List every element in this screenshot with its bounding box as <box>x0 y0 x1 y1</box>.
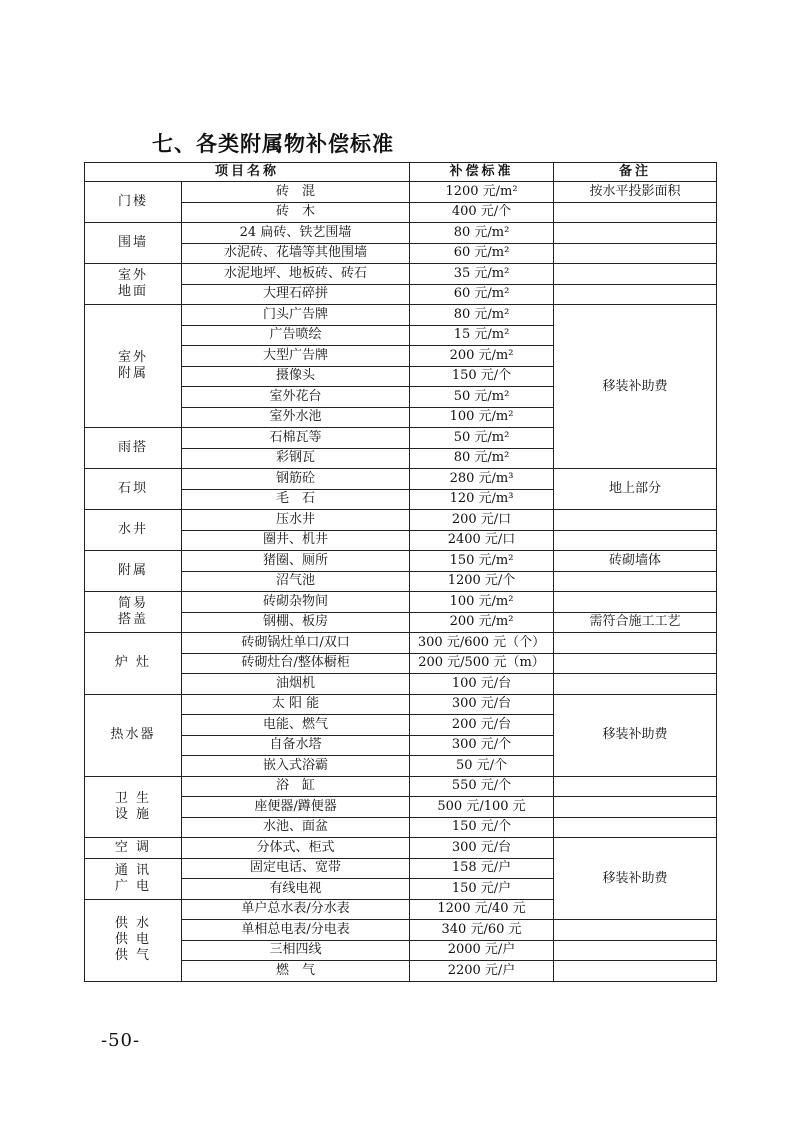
table-row <box>85 592 717 613</box>
item-cell: 太 阳 能 <box>182 694 410 715</box>
item-cell: 水池、面盆 <box>182 817 410 838</box>
standard-cell: 80 元/m² <box>410 305 554 326</box>
note-cell <box>554 817 717 838</box>
table-row <box>85 223 717 244</box>
note-cell <box>554 202 717 223</box>
note-cell <box>554 264 717 285</box>
item-cell: 水泥砖、花墙等其他围墙 <box>182 243 410 264</box>
category-cell: 室外 附属 <box>85 305 182 428</box>
item-cell: 砖砌锅灶单口/双口 <box>182 633 410 654</box>
item-cell: 大型广告牌 <box>182 346 410 367</box>
item-cell: 三相四线 <box>182 940 410 961</box>
compensation-table <box>84 162 717 982</box>
standard-cell: 2200 元/户 <box>410 961 554 982</box>
item-cell: 猪圈、厕所 <box>182 551 410 572</box>
standard-cell: 50 元/个 <box>410 756 554 777</box>
note-cell: 移装补助费 <box>554 305 717 469</box>
standard-cell: 60 元/m² <box>410 284 554 305</box>
standard-cell: 300 元/台 <box>410 838 554 859</box>
standard-cell: 2000 元/户 <box>410 940 554 961</box>
note-cell <box>554 530 717 551</box>
category-cell: 卫 生 设 施 <box>85 776 182 838</box>
item-cell: 座便器/蹲便器 <box>182 797 410 818</box>
standard-cell: 300 元/台 <box>410 694 554 715</box>
standard-cell: 200 元/m² <box>410 612 554 633</box>
item-cell: 油烟机 <box>182 674 410 695</box>
standard-cell: 50 元/m² <box>410 387 554 408</box>
category-cell: 空 调 <box>85 838 182 859</box>
item-cell: 钢棚、板房 <box>182 612 410 633</box>
standard-cell: 340 元/60 元 <box>410 920 554 941</box>
item-cell: 有线电视 <box>182 879 410 900</box>
standard-cell: 200 元/台 <box>410 715 554 736</box>
category-cell: 热水器 <box>85 694 182 776</box>
note-cell <box>554 284 717 305</box>
item-cell: 24 扁砖、铁艺围墙 <box>182 223 410 244</box>
standard-cell: 120 元/m³ <box>410 489 554 510</box>
item-cell: 砖 木 <box>182 202 410 223</box>
item-cell: 浴 缸 <box>182 776 410 797</box>
item-cell: 自备水塔 <box>182 735 410 756</box>
table-row <box>85 305 717 326</box>
standard-cell: 158 元/户 <box>410 858 554 879</box>
note-cell <box>554 797 717 818</box>
item-cell: 压水井 <box>182 510 410 531</box>
table-header-row <box>85 163 717 182</box>
category-cell: 供 水 供 电 供 气 <box>85 899 182 981</box>
note-cell <box>554 223 717 244</box>
note-cell <box>554 571 717 592</box>
header-standard: 补偿标准 <box>410 163 554 182</box>
category-cell: 室外 地面 <box>85 264 182 305</box>
standard-cell: 300 元/个 <box>410 735 554 756</box>
category-cell: 简易 搭盖 <box>85 592 182 633</box>
standard-cell: 500 元/100 元 <box>410 797 554 818</box>
category-cell: 水井 <box>85 510 182 551</box>
note-cell <box>554 961 717 982</box>
note-cell <box>554 243 717 264</box>
note-cell <box>554 592 717 613</box>
item-cell: 砖砌灶台/整体橱柜 <box>182 653 410 674</box>
item-cell: 水泥地坪、地板砖、砖石 <box>182 264 410 285</box>
standard-cell: 200 元/m² <box>410 346 554 367</box>
standard-cell: 300 元/600 元（个） <box>410 633 554 654</box>
table-body <box>85 182 717 982</box>
item-cell: 摄像头 <box>182 366 410 387</box>
standard-cell: 400 元/个 <box>410 202 554 223</box>
note-cell <box>554 510 717 531</box>
item-cell: 沼气池 <box>182 571 410 592</box>
item-cell: 钢筋砼 <box>182 469 410 490</box>
note-cell <box>554 920 717 941</box>
category-cell: 雨搭 <box>85 428 182 469</box>
standard-cell: 150 元/m² <box>410 551 554 572</box>
category-cell: 通 讯 广 电 <box>85 858 182 899</box>
page-number: -50- <box>101 1030 141 1051</box>
standard-cell: 2400 元/口 <box>410 530 554 551</box>
standard-cell: 100 元/m² <box>410 407 554 428</box>
category-cell: 围墙 <box>85 223 182 264</box>
item-cell: 门头广告牌 <box>182 305 410 326</box>
note-cell <box>554 940 717 961</box>
note-cell: 移装补助费 <box>554 838 717 920</box>
category-cell: 炉 灶 <box>85 633 182 695</box>
standard-cell: 1200 元/40 元 <box>410 899 554 920</box>
standard-cell: 1200 元/m² <box>410 182 554 203</box>
category-cell: 附属 <box>85 551 182 592</box>
note-cell: 需符合施工工艺 <box>554 612 717 633</box>
standard-cell: 100 元/台 <box>410 674 554 695</box>
standard-cell: 1200 元/个 <box>410 571 554 592</box>
note-cell <box>554 674 717 695</box>
table-row <box>85 838 717 859</box>
header-note: 备注 <box>554 163 717 182</box>
note-cell <box>554 776 717 797</box>
item-cell: 广告喷绘 <box>182 325 410 346</box>
standard-cell: 100 元/m² <box>410 592 554 613</box>
note-cell: 砖砌墙体 <box>554 551 717 572</box>
standard-cell: 15 元/m² <box>410 325 554 346</box>
item-cell: 砖砌杂物间 <box>182 592 410 613</box>
standard-cell: 35 元/m² <box>410 264 554 285</box>
table-row <box>85 776 717 797</box>
item-cell: 室外花台 <box>182 387 410 408</box>
item-cell: 单户总水表/分水表 <box>182 899 410 920</box>
table-row <box>85 694 717 715</box>
item-cell: 嵌入式浴霸 <box>182 756 410 777</box>
standard-cell: 150 元/个 <box>410 817 554 838</box>
table-row <box>85 182 717 203</box>
standard-cell: 200 元/500 元（m） <box>410 653 554 674</box>
standard-cell: 50 元/m² <box>410 428 554 449</box>
item-cell: 固定电话、宽带 <box>182 858 410 879</box>
note-cell: 按水平投影面积 <box>554 182 717 203</box>
note-cell <box>554 653 717 674</box>
item-cell: 彩钢瓦 <box>182 448 410 469</box>
item-cell: 单相总电表/分电表 <box>182 920 410 941</box>
category-cell: 门楼 <box>85 182 182 223</box>
table-row <box>85 264 717 285</box>
standard-cell: 550 元/个 <box>410 776 554 797</box>
item-cell: 燃 气 <box>182 961 410 982</box>
note-cell: 移装补助费 <box>554 694 717 776</box>
note-cell: 地上部分 <box>554 469 717 510</box>
item-cell: 大理石碎拼 <box>182 284 410 305</box>
table-row <box>85 510 717 531</box>
item-cell: 分体式、柜式 <box>182 838 410 859</box>
header-item-name: 项目名称 <box>85 163 410 182</box>
standard-cell: 280 元/m³ <box>410 469 554 490</box>
standard-cell: 80 元/m² <box>410 223 554 244</box>
standard-cell: 80 元/m² <box>410 448 554 469</box>
item-cell: 电能、燃气 <box>182 715 410 736</box>
item-cell: 砖 混 <box>182 182 410 203</box>
item-cell: 毛 石 <box>182 489 410 510</box>
page-title: 七、各类附属物补偿标准 <box>152 132 394 156</box>
item-cell: 室外水池 <box>182 407 410 428</box>
table-row <box>85 633 717 654</box>
category-cell: 石坝 <box>85 469 182 510</box>
table-row <box>85 469 717 490</box>
standard-cell: 200 元/口 <box>410 510 554 531</box>
item-cell: 圈井、机井 <box>182 530 410 551</box>
note-cell <box>554 633 717 654</box>
table-row <box>85 551 717 572</box>
item-cell: 石棉瓦等 <box>182 428 410 449</box>
standard-cell: 150 元/户 <box>410 879 554 900</box>
standard-cell: 150 元/个 <box>410 366 554 387</box>
standard-cell: 60 元/m² <box>410 243 554 264</box>
